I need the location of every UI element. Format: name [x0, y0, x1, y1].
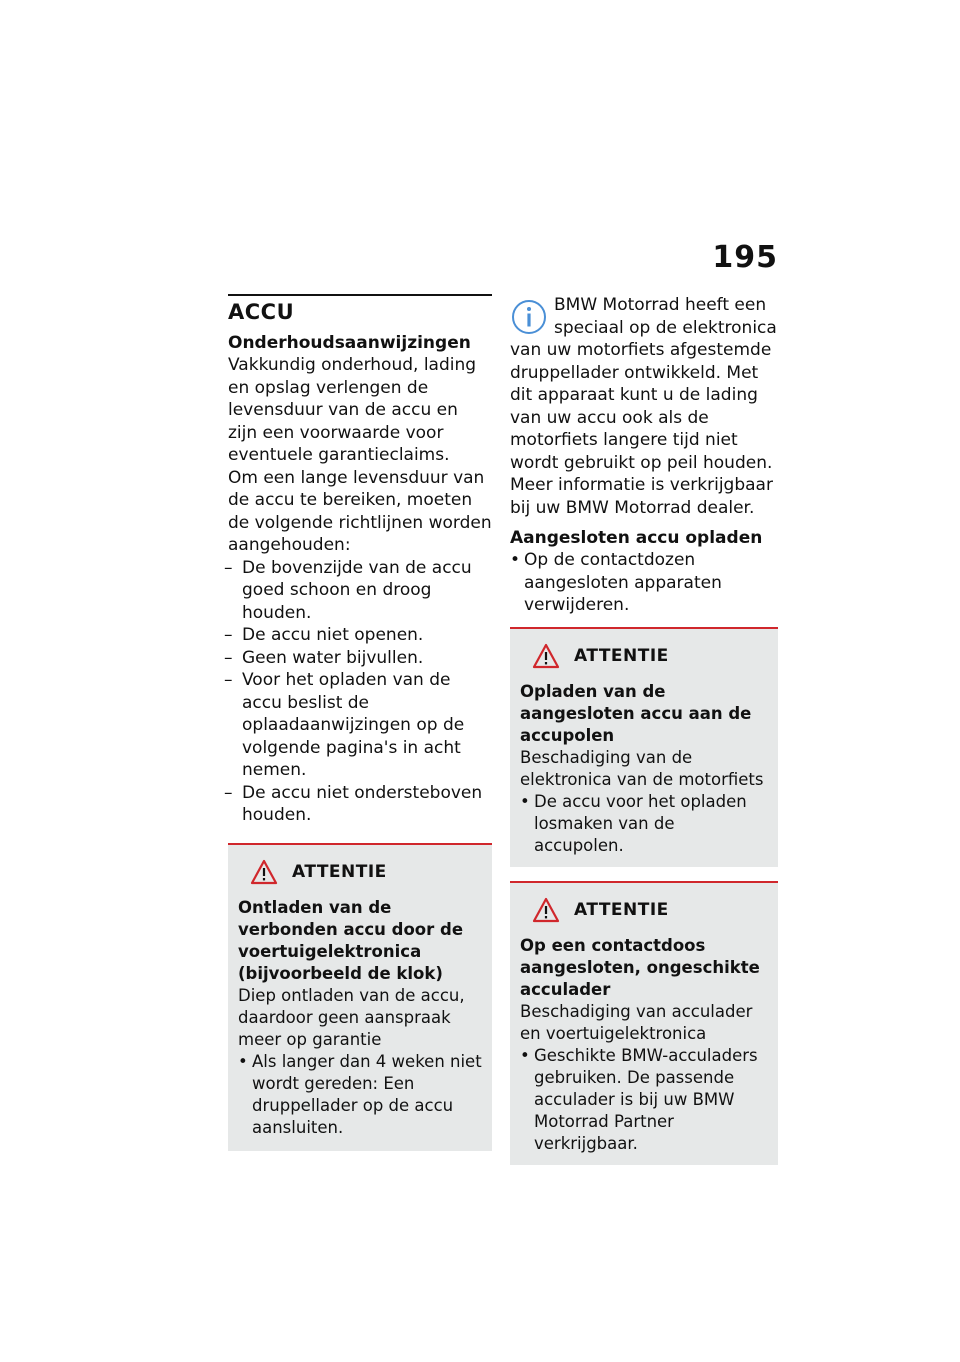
warning-box: [510, 627, 778, 867]
warning-list: [520, 791, 768, 857]
warning-label: ATTENTIE: [292, 861, 387, 882]
section-divider: [228, 294, 492, 296]
warning-header: [250, 859, 482, 885]
guideline-list: [228, 557, 492, 827]
warning-box: [228, 843, 492, 1151]
warning-header: [532, 643, 768, 669]
list-item: – Geen water bijvullen.: [228, 647, 492, 670]
list-item: • Geschikte BMW-acculaders gebruiken. De passende acculader is bij uw BMW Motorrad Partner verkrijgbaar.: [520, 1045, 768, 1155]
warning-heading: Opladen van de aangesloten accu aan de accupolen: [520, 681, 752, 745]
list-item: • De accu voor het opladen losmaken van de accupolen.: [520, 791, 768, 857]
list-item: • Op de contactdozen aangesloten apparaten verwijderen.: [510, 549, 778, 617]
warning-text: Beschadiging van acculader en voertuigelektronica: [520, 1001, 753, 1043]
intro-paragraph-2: Om een lange levensduur van de accu te bereiken, moeten de volgende richtlijnen worden aangehouden:: [228, 467, 492, 555]
info-icon: [510, 298, 548, 336]
warning-list: [238, 1051, 482, 1139]
info-text: van uw motorfiets afgestemde druppellader ontwikkeld. Met dit apparaat kunt u de lading van uw accu ook als de motorfiets langere tijd niet wordt gebruikt op peil houden. Meer informatie is verkrijgbaar bij uw BMW Motorrad dealer.: [510, 340, 773, 518]
list-item: • Als langer dan 4 weken niet wordt gereden: Een druppellader op de accu aansluiten.: [238, 1051, 482, 1139]
page-number: 195: [712, 240, 778, 275]
warning-triangle-icon: [250, 859, 278, 885]
warning-heading: Ontladen van de verbonden accu door de voertuigelektronica (bijvoorbeeld de klok): [238, 897, 464, 983]
opladen-list: [510, 549, 778, 617]
warning-heading: Op een contactdoos aangesloten, ongeschikte acculader: [520, 935, 760, 999]
list-item: – De bovenzijde van de accu goed schoon en droog houden.: [228, 557, 492, 625]
section-title: ACCU: [228, 300, 295, 324]
list-item: – Voor het opladen van de accu beslist de oplaadaanwijzingen op de volgende pagina's in acht nemen.: [228, 669, 492, 782]
info-block: [510, 294, 778, 519]
warning-label: ATTENTIE: [574, 899, 669, 920]
left-column: [228, 294, 492, 1151]
warning-list: [520, 1045, 768, 1155]
list-item: – De accu niet ondersteboven houden.: [228, 782, 492, 827]
subheading-onderhoud: Onderhoudsaanwijzingen: [228, 333, 471, 353]
intro-paragraph: Vakkundig onderhoud, lading en opslag verlengen de levensduur van de accu en zijn een voorwaarde voor eventuele garantieclaims.: [228, 355, 477, 465]
warning-triangle-icon: [532, 897, 560, 923]
list-item: – De accu niet openen.: [228, 624, 492, 647]
info-text-first: BMW Motorrad heeft een speciaal op de elektronica: [554, 295, 777, 338]
warning-text: Beschadiging van de elektronica van de motorfiets: [520, 747, 764, 789]
right-column: [510, 294, 778, 1165]
warning-box: [510, 881, 778, 1165]
warning-text: Diep ontladen van de accu, daardoor geen aanspraak meer op garantie: [238, 985, 465, 1049]
warning-label: ATTENTIE: [574, 645, 669, 666]
warning-triangle-icon: [532, 643, 560, 669]
subheading-opladen: Aangesloten accu opladen: [510, 528, 763, 548]
warning-header: [532, 897, 768, 923]
